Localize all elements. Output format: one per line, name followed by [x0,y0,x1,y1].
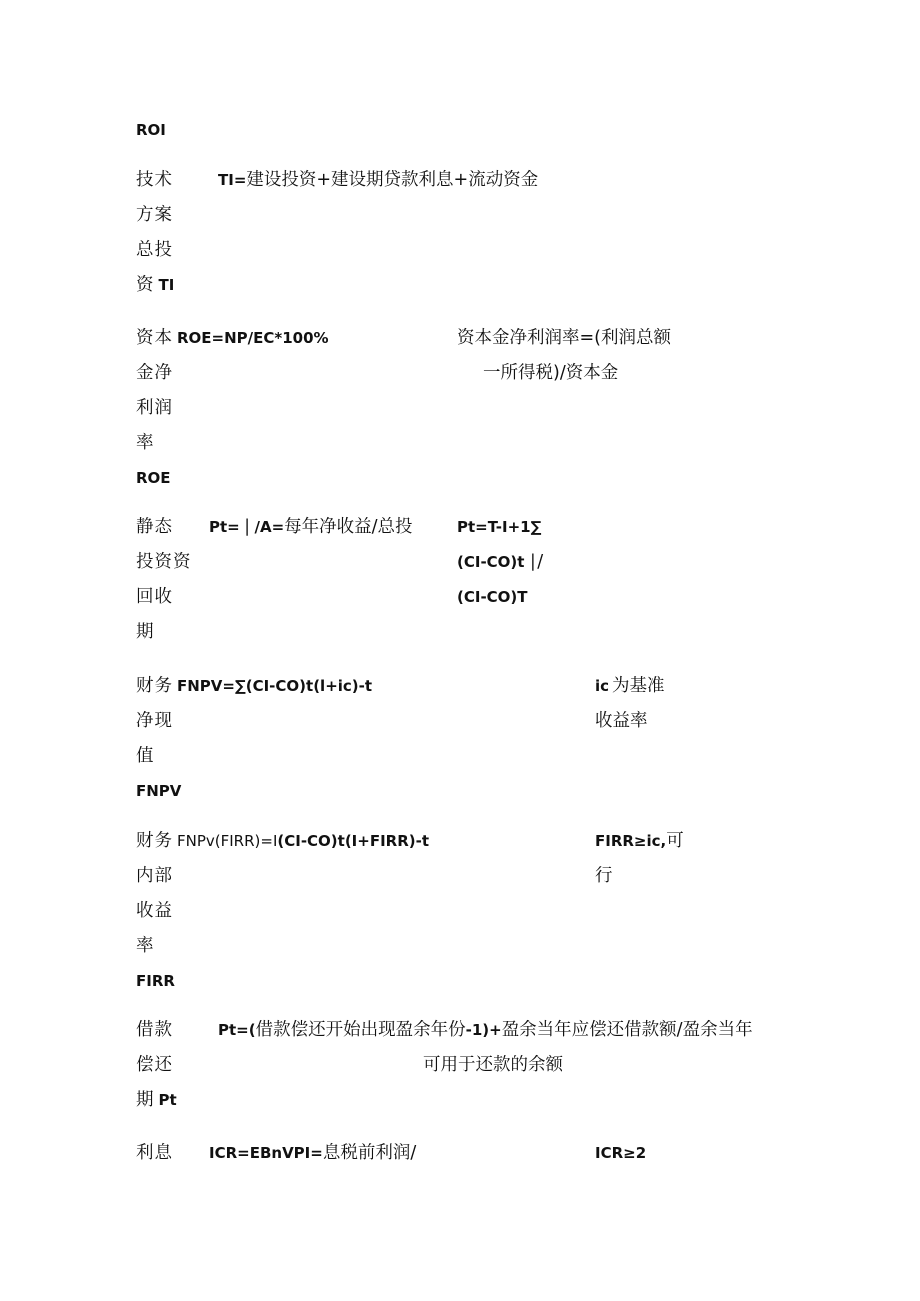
firr-formula-bold: (CI-CO)t(I+FIRR)-t [277,832,430,850]
icr-formula-text: 息税前利润/ [322,1143,417,1163]
roe-label-line: 金净 [136,363,173,383]
static-payback-formula-code2: /A= [254,518,285,536]
static-payback-label-line: 期 [136,622,155,642]
fnpv-label-line: 值 [136,746,155,766]
ti-formula [218,170,538,190]
icr-formula [209,1143,416,1163]
firr-label-first-cn: 财务 [136,831,173,851]
roe-label-line: 率 [136,433,155,453]
static-payback-formula [209,517,413,537]
static-payback-alt-code: (CI-CO)t [457,553,525,571]
loan-formula-text1: 借款偿还开始出现盈余年份 [255,1020,466,1040]
static-payback-alt-line1: Pt=T-I+1∑ [457,518,542,536]
ti-label-line: 技术 [136,170,173,190]
loan-formula-code2: -1)+ [465,1021,502,1039]
fnpv-code: FNPV [136,782,182,800]
fnpv-label-first-cn: 财务 [136,676,173,696]
roe-desc-line1: 资本金净利润率=(利润总额 [457,328,671,348]
roe-desc-line2: 一所得税)/资本金 [483,363,619,383]
firr-criteria-code: FIRR≥ic, [595,832,667,850]
ti-formula-text: 建设投资+建设期贷款利息+流动资金 [246,170,539,190]
loan-label-last-cn: 期 [136,1090,155,1110]
firr-label-first [136,831,429,851]
roe-code: ROE [136,469,171,487]
icr-formula-code: ICR=EBnVPI= [209,1144,323,1162]
static-payback-formula-code: Pt= [209,518,240,536]
roe-formula: ROE=NP/EC*100% [177,329,329,347]
ti-formula-code: TI= [218,171,247,189]
loan-label-line: 偿还 [136,1055,173,1075]
ti-label-line: 方案 [136,205,173,225]
ti-label-last-cn: 资 [136,275,155,295]
static-payback-alt-line3: (CI-CO)T [457,588,528,606]
firr-criteria-line1 [595,831,684,851]
firr-code: FIRR [136,972,175,990]
ti-code: TI [158,276,175,294]
static-payback-label-line: 静态 [136,517,173,537]
static-payback-label-line: 投资资 [136,552,192,572]
static-payback-formula-bar: ∣ [242,517,252,537]
roi-heading: ROI [136,121,166,139]
static-payback-label-line: 回收 [136,587,173,607]
loan-formula-line1 [218,1020,753,1040]
ti-label-last [136,275,174,295]
loan-label-line: 借款 [136,1020,173,1040]
icr-label: 利息 [136,1143,173,1163]
firr-label-line: 率 [136,936,155,956]
loan-code: Pt [158,1091,177,1109]
static-payback-alt-rest: ∣/ [528,552,544,572]
fnpv-note-line2: 收益率 [595,711,648,731]
fnpv-label-line: 净现 [136,711,173,731]
firr-formula-plain: FNPv(FIRR)=I [177,832,278,850]
roe-label-first-cn: 资本 [136,328,173,348]
fnpv-formula: FNPV=∑(CI-CO)t(l+ic)-t [177,677,373,695]
loan-formula-line2: 可用于还款的余额 [423,1055,563,1075]
fnpv-note-code: ic [595,677,610,695]
fnpv-label-first [136,676,372,696]
fnpv-note-text: 为基准 [612,676,665,696]
firr-label-line: 收益 [136,901,173,921]
firr-label-line: 内部 [136,866,173,886]
static-payback-formula-text: 每年净收益/总投 [284,517,413,537]
icr-criteria: ICR≥2 [595,1144,647,1162]
loan-formula-code: Pt=( [218,1021,256,1039]
fnpv-note-line1 [595,676,665,696]
roe-label-line: 利润 [136,398,173,418]
roe-label-first [136,328,329,348]
ti-label-line: 总投 [136,240,173,260]
loan-formula-text2: 盈余当年应偿还借款额/盈余当年 [501,1020,753,1040]
firr-criteria-cn: 可 [666,831,684,851]
static-payback-alt-line2 [457,552,543,572]
loan-label-last [136,1090,177,1110]
firr-criteria-line2: 行 [595,866,613,886]
